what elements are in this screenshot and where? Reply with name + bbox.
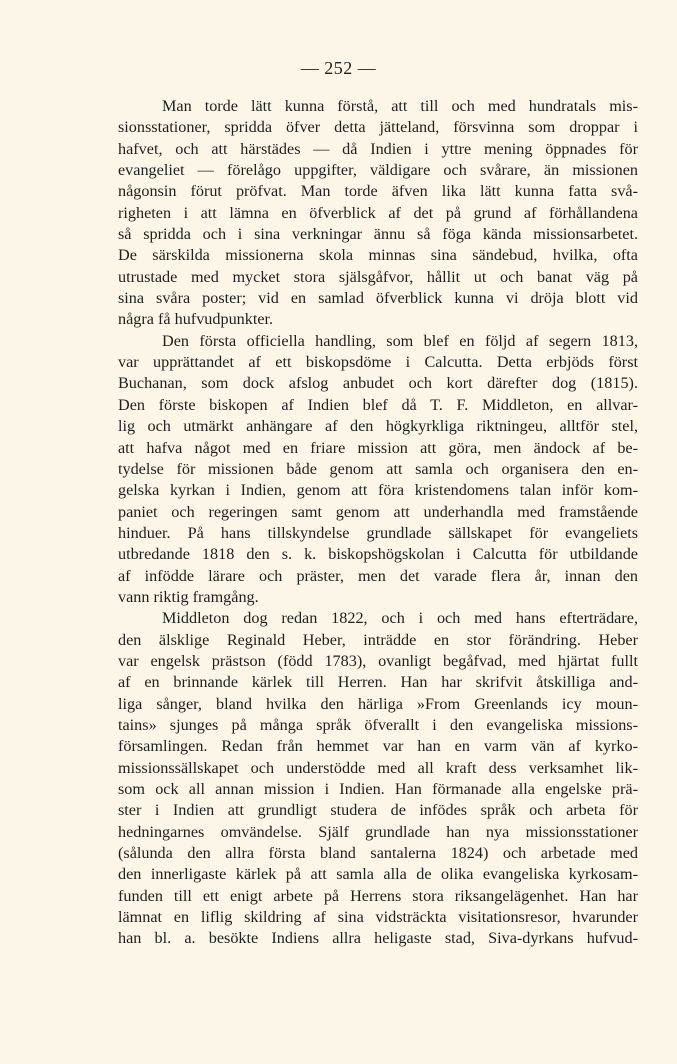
text-line: sina svåra poster; vid en samlad öfverblick kunna vi dröja blott vid bbox=[118, 289, 638, 308]
text-line: Den första officiella handling, som blef en följd af segern 1813, bbox=[162, 331, 638, 350]
text-line: gelska kyrkan i Indien, genom att föra kristendomens talan inför kom- bbox=[118, 481, 638, 500]
text-line: den älsklige Reginald Heber, inträdde en stor förändring. Heber bbox=[118, 630, 638, 649]
text-line: några få hufvudpunkter. bbox=[118, 310, 274, 329]
text-line: tains» sjunges på många språk öfverallt i den evangeliska missions- bbox=[118, 715, 638, 734]
body-text bbox=[118, 96, 638, 950]
text-line: församlingen. Redan från hemmet var han en varm vän af kyrko- bbox=[118, 737, 638, 756]
text-line: liga sånger, bland hvilka den härliga »From Greenlands icy moun- bbox=[118, 694, 638, 713]
text-line: den innerligaste kärlek på att samla alla de olika evangeliska kyrkosam- bbox=[118, 865, 638, 884]
text-line: funden till ett enigt arbete på Herrens stora riksangelägenhet. Han har bbox=[118, 886, 638, 905]
text-line: Buchanan, som dock afslog anbudet och kort därefter dog (1815). bbox=[118, 374, 638, 393]
text-line: missionssällskapet och understödde med all kraft dess verksamhet lik- bbox=[118, 758, 638, 777]
text-line: af infödde lärare och präster, men det varade flera år, innan den bbox=[118, 566, 638, 585]
text-line: (sålunda den allra första bland santalerna 1824) och arbetade med bbox=[118, 844, 638, 863]
page-number-header: — 252 — bbox=[300, 58, 377, 78]
text-line: hafvet, och att härstädes — då Indien i yttre mening öppnades för bbox=[118, 139, 638, 158]
text-line: af en brinnande kärlek till Herren. Han har skrifvit åtskilliga and- bbox=[118, 673, 638, 692]
text-line: Den förste biskopen af Indien blef då T. F. Middleton, en allvar- bbox=[118, 395, 638, 414]
text-line: lämnat en liflig skildring af sina vidsträckta visitationsresor, hvarunder bbox=[118, 908, 638, 927]
text-line: hedningarnes omvändelse. Själf grundlade han nya missionsstationer bbox=[118, 822, 638, 841]
text-line: evangeliet — förelågo uppgifter, väldigare och svårare, än missionen bbox=[118, 161, 638, 180]
text-line: någonsin förut pröfvat. Man torde äfven lika lätt kunna fatta svå- bbox=[118, 182, 638, 201]
text-line: utrustade med mycket stora själsgåfvor, hållit ut och banat väg på bbox=[118, 267, 638, 286]
text-line: var engelsk prästson (född 1783), ovanligt begåfvad, med hjärtat fullt bbox=[118, 651, 638, 670]
text-line: som ock all annan mission i Indien. Han förmanade alla engelske prä- bbox=[118, 780, 638, 798]
text-line: så spridda och i sina verkningar ännu så föga kända missionsarbetet. bbox=[118, 225, 638, 244]
text-line: var upprättandet af ett biskopsdöme i Calcutta. Detta erbjöds först bbox=[118, 353, 638, 372]
text-line: han bl. a. besökte Indiens allra heligaste stad, Siva-dyrkans hufvud- bbox=[118, 929, 638, 948]
text-line: vann riktig framgång. bbox=[118, 587, 259, 606]
text-line: paniet och regeringen samt genom att underhandla med framstående bbox=[118, 502, 638, 521]
text-line: ster i Indien att grundligt studera de infödes språk och arbeta för bbox=[118, 801, 638, 820]
text-line: Man torde lätt kunna förstå, att till och med hundratals mis- bbox=[162, 97, 638, 115]
text-line: utbredande 1818 den s. k. biskopshögskolan i Calcutta för utbildande bbox=[118, 545, 638, 564]
text-line: lig och utmärkt anhängare af den högkyrkliga riktningeu, alltför stel, bbox=[118, 417, 638, 436]
text-line: Middleton dog redan 1822, och i och med hans efterträdare, bbox=[162, 609, 638, 628]
text-line: tydelse för missionen både genom att samla och organisera den en- bbox=[118, 459, 638, 478]
text-line: hinduer. På hans tillskyndelse grundlade sällskapet för evangeliets bbox=[118, 523, 638, 542]
text-line: sionsstationer, spridda öfver detta jätteland, försvinna som droppar i bbox=[118, 118, 638, 137]
text-line: righeten i att lämna en öfverblick af det på grund af förhållandena bbox=[118, 203, 638, 222]
text-line: att hafva något med en friare mission att göra, men ändock af be- bbox=[118, 438, 638, 457]
text-line: De särskilda missionerna skola minnas sina sändebud, hvilka, ofta bbox=[118, 246, 638, 265]
